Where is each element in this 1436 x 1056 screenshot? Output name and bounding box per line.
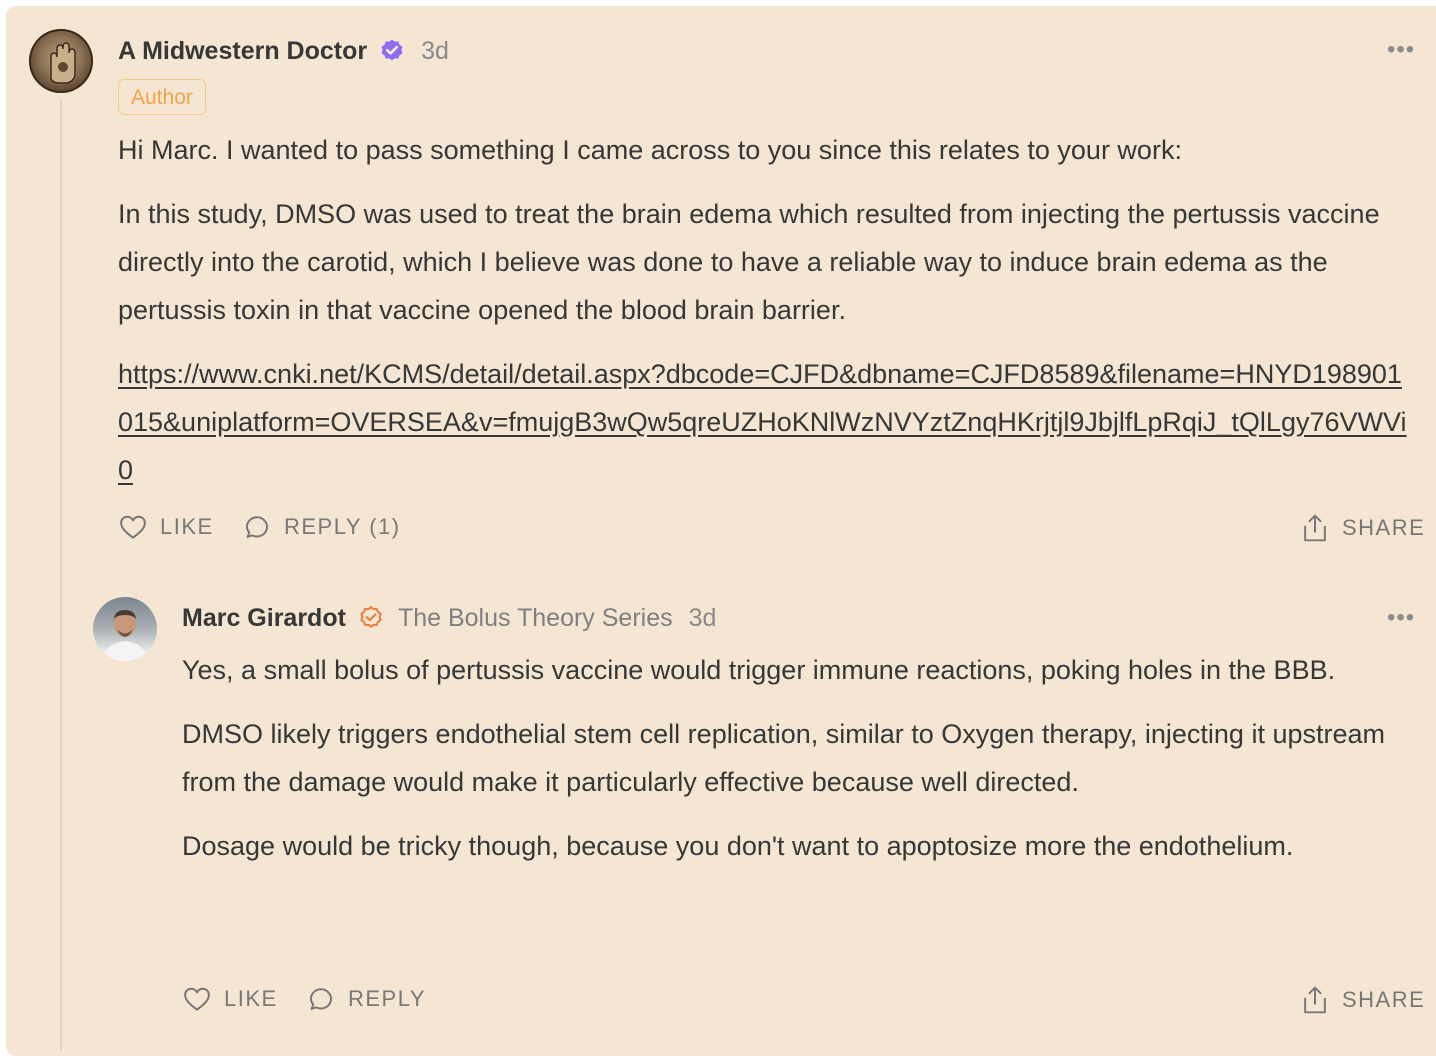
comment-paragraph: In this study, DMSO was used to treat the brain edema which resulted from injecting the pertussis vaccine directly into the carotid, which I believe was done to have a reliable way to induce brain edema as the pertussis toxin in that vaccine opened the blood brain barrier. bbox=[118, 199, 1380, 325]
reply-timestamp[interactable]: 3d bbox=[688, 603, 717, 632]
comment-paragraph: Hi Marc. I wanted to pass something I came across to you since this relates to your work: bbox=[118, 135, 1182, 165]
avatar-midwestern-doctor[interactable] bbox=[29, 29, 93, 93]
reply-paragraph: DMSO likely triggers endothelial stem cell replication, similar to Oxygen therapy, injecting it upstream from the damage would make it particularly effective because well directed. bbox=[182, 719, 1385, 797]
like-label: LIKE bbox=[160, 514, 214, 539]
comment-timestamp[interactable]: 3d bbox=[421, 36, 449, 65]
verified-check-icon bbox=[379, 38, 405, 64]
like-label: LIKE bbox=[224, 986, 278, 1011]
speech-bubble-icon bbox=[242, 512, 272, 542]
thread-line bbox=[60, 100, 62, 1050]
reply-button[interactable] bbox=[242, 512, 401, 542]
more-options-icon[interactable]: ••• bbox=[1387, 36, 1416, 63]
subscriber-check-icon bbox=[358, 605, 384, 631]
author-name[interactable]: A Midwestern Doctor bbox=[118, 36, 368, 65]
author-badge: Author bbox=[118, 79, 206, 115]
reply-share-button[interactable] bbox=[1300, 984, 1425, 1016]
reply-label: REPLY (1) bbox=[284, 514, 401, 539]
reply-paragraph: Yes, a small bolus of pertussis vaccine would trigger immune reactions, poking holes in the BBB. bbox=[182, 655, 1336, 685]
share-label: SHARE bbox=[1342, 515, 1426, 540]
reply-more-options-icon[interactable]: ••• bbox=[1387, 604, 1416, 631]
comment-meta bbox=[118, 33, 449, 69]
reply-publication[interactable]: The Bolus Theory Series bbox=[397, 603, 673, 632]
study-link[interactable]: https://www.cnki.net/KCMS/detail/detail.aspx?dbcode=CJFD&dbname=CJFD8589&filename=HNYD198901015&uniplatform=OVERSEA&v=fmujgB3wQw5qreUZHoKNlWzNVYztZnqHKrjtjl9JbjlfLpRqiJ_tQlLgy76VWVi0 bbox=[118, 359, 1407, 485]
share-icon bbox=[1300, 984, 1330, 1016]
hand-illustration-icon bbox=[29, 29, 93, 93]
heart-icon bbox=[118, 512, 148, 542]
heart-icon bbox=[182, 984, 212, 1014]
reply-reply-button[interactable] bbox=[306, 984, 426, 1014]
reply-meta bbox=[182, 600, 716, 636]
reply-paragraph: Dosage would be tricky though, because you don't want to apoptosize more the endothelium. bbox=[182, 831, 1294, 861]
reply-author-name[interactable]: Marc Girardot bbox=[182, 603, 346, 632]
reply-body bbox=[182, 646, 1412, 886]
avatar-marc-girardot[interactable] bbox=[93, 597, 157, 661]
speech-bubble-icon bbox=[306, 984, 336, 1014]
comment-body bbox=[118, 126, 1408, 510]
share-icon bbox=[1300, 512, 1330, 544]
like-button[interactable] bbox=[118, 512, 214, 542]
reply-like-button[interactable] bbox=[182, 984, 278, 1014]
reply-label: REPLY bbox=[348, 986, 427, 1011]
profile-photo-icon bbox=[93, 597, 157, 661]
share-label: SHARE bbox=[1342, 987, 1426, 1012]
share-button[interactable] bbox=[1300, 512, 1425, 544]
